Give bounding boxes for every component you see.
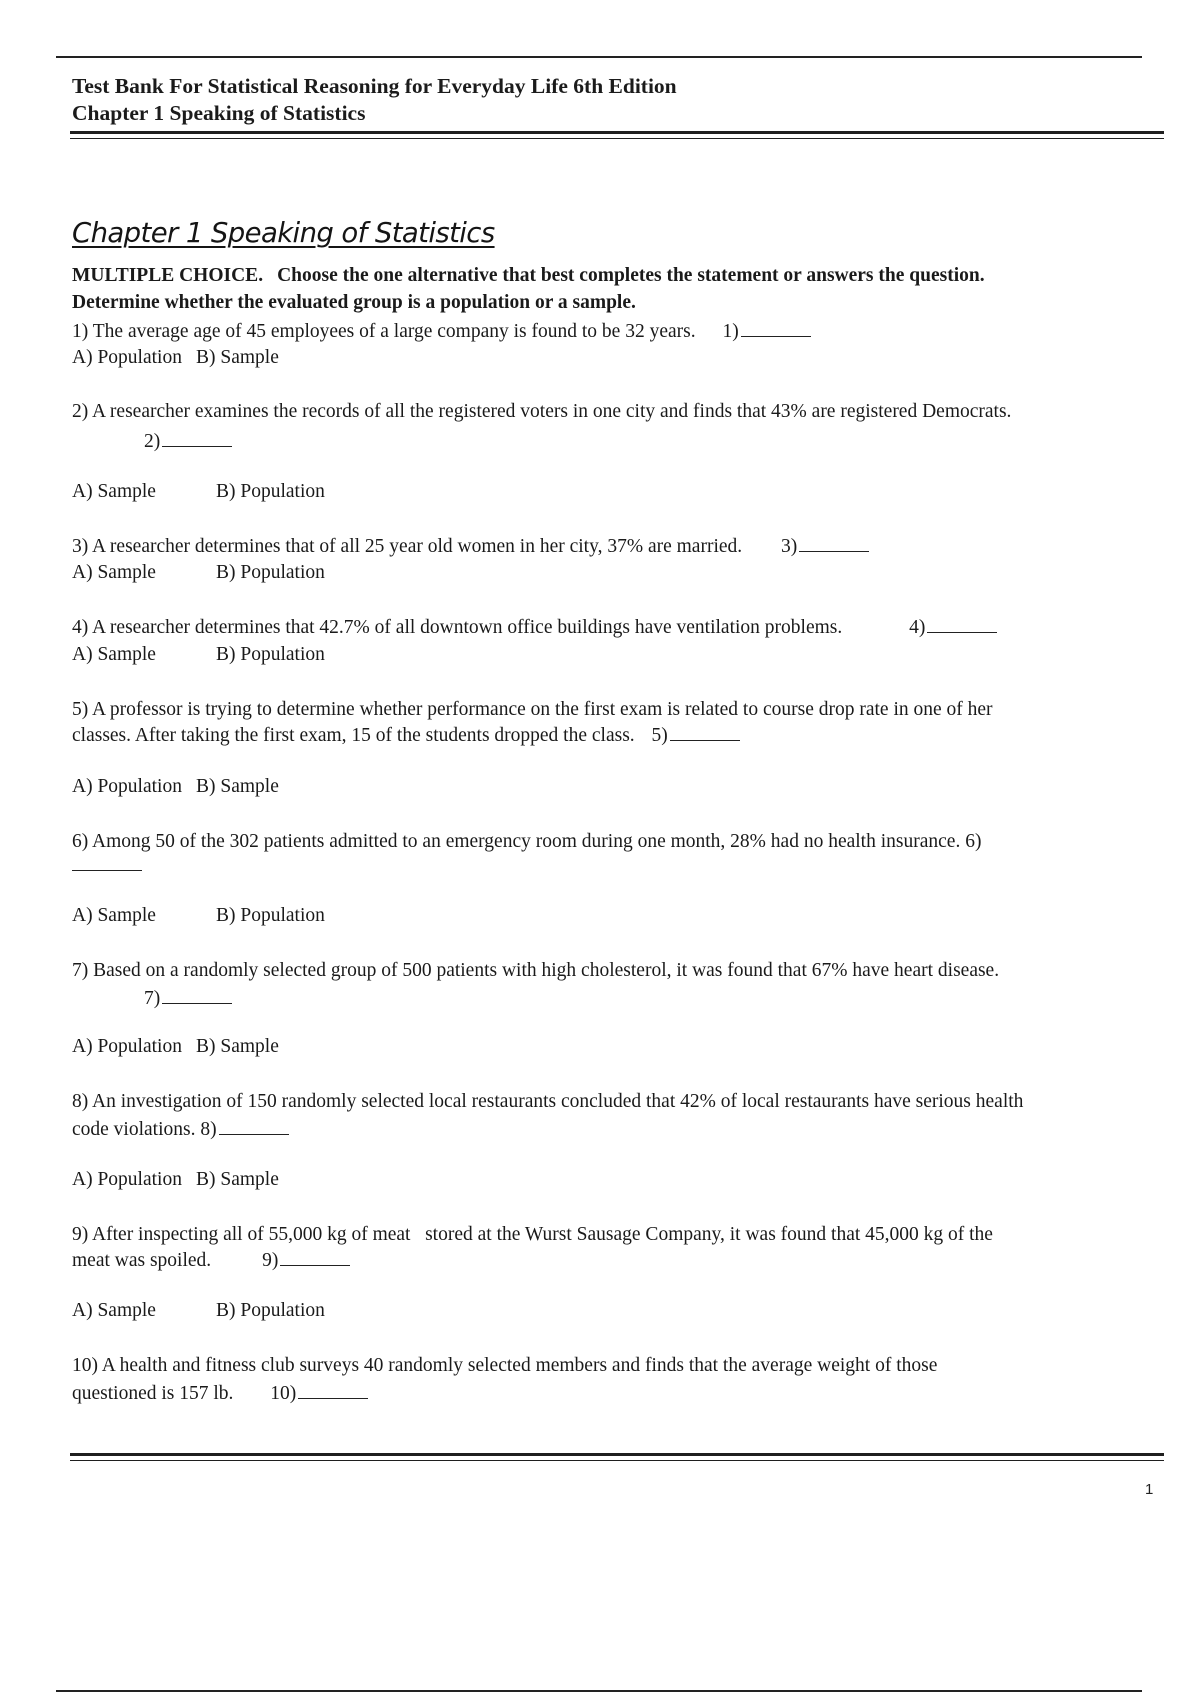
choice-a[interactable]: A) Population <box>72 1169 182 1190</box>
document-header <box>72 73 1162 127</box>
choices-8 <box>72 1166 279 1193</box>
choice-b[interactable]: B) Population <box>216 905 325 926</box>
chapter-title: Chapter 1 Speaking of Statistics <box>72 217 495 249</box>
answer-line-7 <box>144 985 232 1012</box>
question-text-continued: classes. After taking the first exam, 15 of the students dropped the class. <box>72 725 635 746</box>
answer-blank[interactable] <box>298 1382 368 1399</box>
page-number: 1 <box>1145 1481 1154 1498</box>
choices-4 <box>72 641 325 668</box>
answer-blank[interactable] <box>162 987 232 1004</box>
question-9-continued <box>72 1247 350 1274</box>
question-3 <box>72 533 869 560</box>
choice-b[interactable]: B) Sample <box>196 1169 279 1190</box>
answer-blank[interactable] <box>219 1118 289 1135</box>
question-5-continued <box>72 722 740 749</box>
question-text-continued: meat was spoiled. <box>72 1250 212 1271</box>
answer-line-2 <box>144 428 232 455</box>
header-double-rule <box>70 131 1164 139</box>
choice-b[interactable]: B) Population <box>216 1300 325 1321</box>
question-8: 8) An investigation of 150 randomly selected local restaurants concluded that 42% of local restaurants have serious health <box>72 1091 1024 1112</box>
direction-text: Determine whether the evaluated group is a population or a sample. <box>72 291 636 313</box>
question-2: 2) A researcher examines the records of all the registered voters in one city and finds that 43% are registered Democrats. <box>72 401 1012 422</box>
answer-blank[interactable] <box>799 535 869 552</box>
choices-3 <box>72 559 325 586</box>
choice-b[interactable]: B) Population <box>216 644 325 665</box>
choice-b[interactable]: B) Population <box>216 562 325 583</box>
question-text: 4) A researcher determines that 42.7% of all downtown office buildings have ventilation problems. <box>72 617 843 638</box>
choice-a[interactable]: A) Sample <box>72 905 156 926</box>
answer-number: 9) <box>262 1250 279 1271</box>
question-text-continued: questioned is 157 lb. <box>72 1383 234 1404</box>
choice-a[interactable]: A) Sample <box>72 562 156 583</box>
choice-b[interactable]: B) Population <box>216 481 325 502</box>
question-1 <box>72 318 811 345</box>
choice-a[interactable]: A) Population <box>72 347 182 368</box>
question-9: 9) After inspecting all of 55,000 kg of meat stored at the Wurst Sausage Company, it was found that 45,000 kg of the <box>72 1224 993 1245</box>
answer-blank[interactable] <box>670 724 740 741</box>
answer-line-6 <box>72 852 142 879</box>
choice-a[interactable]: A) Population <box>72 776 182 797</box>
instructions <box>72 263 1152 316</box>
mc-label: MULTIPLE CHOICE. <box>72 265 264 286</box>
question-text-continued: code violations. 8) <box>72 1119 217 1140</box>
choice-a[interactable]: A) Population <box>72 1036 182 1057</box>
answer-number: 3) <box>781 536 798 557</box>
top-rule <box>56 56 1142 58</box>
question-text: 3) A researcher determines that of all 25 year old women in her city, 37% are married. <box>72 536 743 557</box>
answer-number: 1) <box>722 321 739 342</box>
header-chapter: Chapter 1 Speaking of Statistics <box>72 101 366 125</box>
mc-text: Choose the one alternative that best completes the statement or answers the question. <box>277 265 985 286</box>
footer-double-rule <box>70 1453 1164 1461</box>
choice-b[interactable]: B) Sample <box>196 1036 279 1057</box>
question-text: 1) The average age of 45 employees of a large company is found to be 32 years. <box>72 321 696 342</box>
answer-blank[interactable] <box>927 616 997 633</box>
choice-b[interactable]: B) Sample <box>196 776 279 797</box>
answer-number: 4) <box>909 617 926 638</box>
answer-blank[interactable] <box>72 854 142 871</box>
answer-number: 5) <box>651 725 668 746</box>
choice-b[interactable]: B) Sample <box>196 347 279 368</box>
question-10-continued <box>72 1380 368 1407</box>
answer-blank[interactable] <box>741 320 811 337</box>
choices-1 <box>72 344 279 371</box>
question-6: 6) Among 50 of the 302 patients admitted to an emergency room during one month, 28% had no health insurance. 6) <box>72 831 982 852</box>
answer-number: 2) <box>144 431 161 452</box>
answer-number: 7) <box>144 988 161 1009</box>
choice-a[interactable]: A) Sample <box>72 481 156 502</box>
choices-2 <box>72 478 325 505</box>
choices-5 <box>72 773 279 800</box>
bottom-rule <box>56 1690 1142 1692</box>
choice-a[interactable]: A) Sample <box>72 1300 156 1321</box>
choice-a[interactable]: A) Sample <box>72 644 156 665</box>
answer-blank[interactable] <box>162 430 232 447</box>
choices-7 <box>72 1033 279 1060</box>
answer-number: 10) <box>270 1383 297 1404</box>
question-5: 5) A professor is trying to determine whether performance on the first exam is related to course drop rate in one of her <box>72 699 993 720</box>
choices-6 <box>72 902 325 929</box>
question-4 <box>72 614 997 641</box>
answer-blank[interactable] <box>280 1249 350 1266</box>
question-8-continued <box>72 1116 289 1143</box>
choices-9 <box>72 1297 325 1324</box>
question-7: 7) Based on a randomly selected group of 500 patients with high cholesterol, it was found that 67% have heart disease. <box>72 960 1000 981</box>
header-title: Test Bank For Statistical Reasoning for Everyday Life 6th Edition <box>72 74 677 98</box>
question-10: 10) A health and fitness club surveys 40 randomly selected members and finds that the average weight of those <box>72 1355 938 1376</box>
